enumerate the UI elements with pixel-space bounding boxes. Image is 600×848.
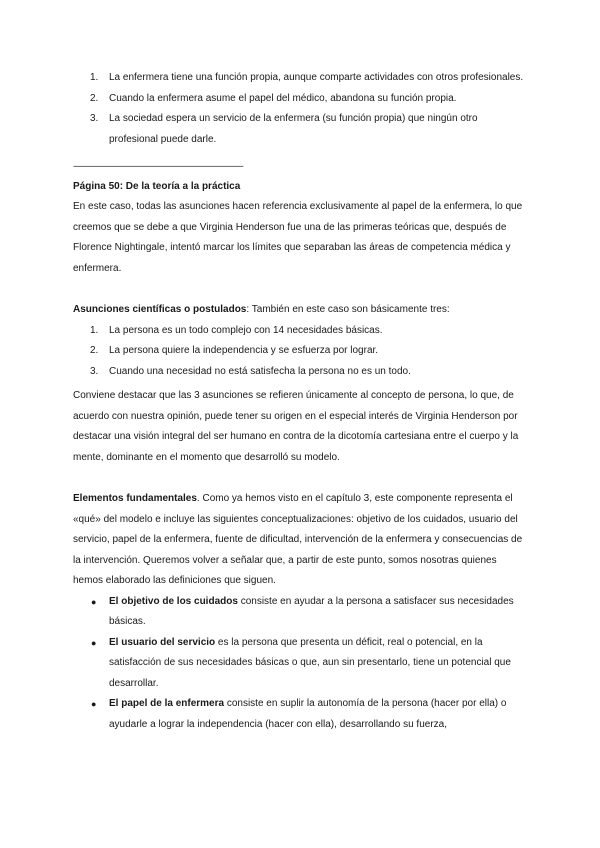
list-text-rest: consiste en suplir la autonomía de la persona (hacer por ella) o ayudarle a lograr la independencia (hacer con ella), desarrollando su fuerza, xyxy=(109,698,507,730)
list-text-rest: es la persona que presenta un déficit, real o potencial, en la satisfacción de sus necesidades básicas o que, aun sin presentarlo, tiene un potencial que desarrollar. xyxy=(109,636,511,689)
list-text: La sociedad espera un servicio de la enfermera (su función propia) que ningún otro profesional puede darle. xyxy=(109,113,478,145)
list-item xyxy=(73,89,528,110)
list-text xyxy=(109,633,528,695)
section-heading: Página 50: De la teoría a la práctica xyxy=(73,180,241,192)
list-number: 2. xyxy=(90,92,99,104)
list-text-bold: El papel de la enfermera xyxy=(109,698,225,709)
list-number: 3. xyxy=(90,365,99,377)
postulates-paragraph: Conviene destacar que las 3 asunciones se refieren únicamente al concepto de persona, lo que, de acuerdo con nuestra opinión, puede tener su origen en el especial interés de Virginia Henderson por destacar una visión integral del ser humano en contra de la dicotomía cartesiana entre el cuerpo y la mente, dominante en el momento que desarrolló su modelo. xyxy=(73,390,519,463)
list-item xyxy=(73,633,528,695)
postulates-lead-bold: Asunciones científicas o postulados xyxy=(73,304,247,315)
list-text xyxy=(109,694,528,735)
list-number: 3. xyxy=(90,113,99,124)
list-text-bold: El usuario del servicio xyxy=(109,636,216,648)
list-item xyxy=(73,362,528,383)
bullet-icon: ● xyxy=(91,699,97,709)
list-number: 1. xyxy=(90,324,99,336)
postulates-list xyxy=(73,321,528,383)
list-text-rest: consiste en ayudar a la persona a satisfacer sus necesidades básicas. xyxy=(109,595,514,627)
postulates-lead-rest: : También en este caso son básicamente tres: xyxy=(246,304,450,315)
elements-lead-rest: . Como ya hemos visto en el capítulo 3, este componente representa el «qué» del modelo e incluye las siguientes conceptualizaciones: objetivo de los cuidados, usuario del servicio, papel de la enfermera, fuente de dificultad, intervención de la enfermera y consecuencias de la intervención. Queremos volver a señalar que, a partir de este punto, somos nosotras quienes hemos elaborado las definiciones que siguen. xyxy=(73,493,523,586)
blank-line xyxy=(73,279,528,300)
list-item xyxy=(73,694,528,735)
list-item xyxy=(73,109,528,150)
blank-line xyxy=(73,468,528,489)
elements-lead-bold: Elementos fundamentales xyxy=(73,493,197,504)
list-text: Cuando una necesidad no está satisfecha la persona no es un todo. xyxy=(109,365,411,377)
document-content xyxy=(73,68,528,735)
list-text: La enfermera tiene una función propia, aunque comparte actividades con otros profesionales. xyxy=(109,72,524,83)
list-text: Cuando la enfermera asume el papel del médico, abandona su función propia. xyxy=(109,92,457,104)
list-item xyxy=(73,592,528,633)
roles-list xyxy=(73,68,528,150)
section-paragraph: En este caso, todas las asunciones hacen referencia exclusivamente al papel de la enfermera, lo que creemos que se debe a que Virginia Henderson fue una de las primeras teóricas que, después de Florence Nightingale, intentó marcar los límites que separaban las áreas de competencia médica y enfermera. xyxy=(73,201,523,274)
separator-line: ------------------------------------------------------------------------------------- xyxy=(73,161,243,171)
elements-lead xyxy=(73,489,528,592)
elements-list xyxy=(73,592,528,736)
list-item xyxy=(73,68,528,89)
list-item xyxy=(73,341,528,362)
list-number: 1. xyxy=(90,72,99,83)
list-item xyxy=(73,321,528,342)
bullet-icon: ● xyxy=(91,637,97,648)
list-text xyxy=(109,592,528,633)
list-number: 2. xyxy=(90,345,99,356)
bullet-icon: ● xyxy=(91,596,97,607)
list-text-bold: El objetivo de los cuidados xyxy=(109,595,238,607)
list-text: La persona es un todo complejo con 14 necesidades básicas. xyxy=(109,324,383,336)
list-text: La persona quiere la independencia y se esfuerza por lograr. xyxy=(109,345,379,356)
postulates-lead xyxy=(73,300,528,321)
